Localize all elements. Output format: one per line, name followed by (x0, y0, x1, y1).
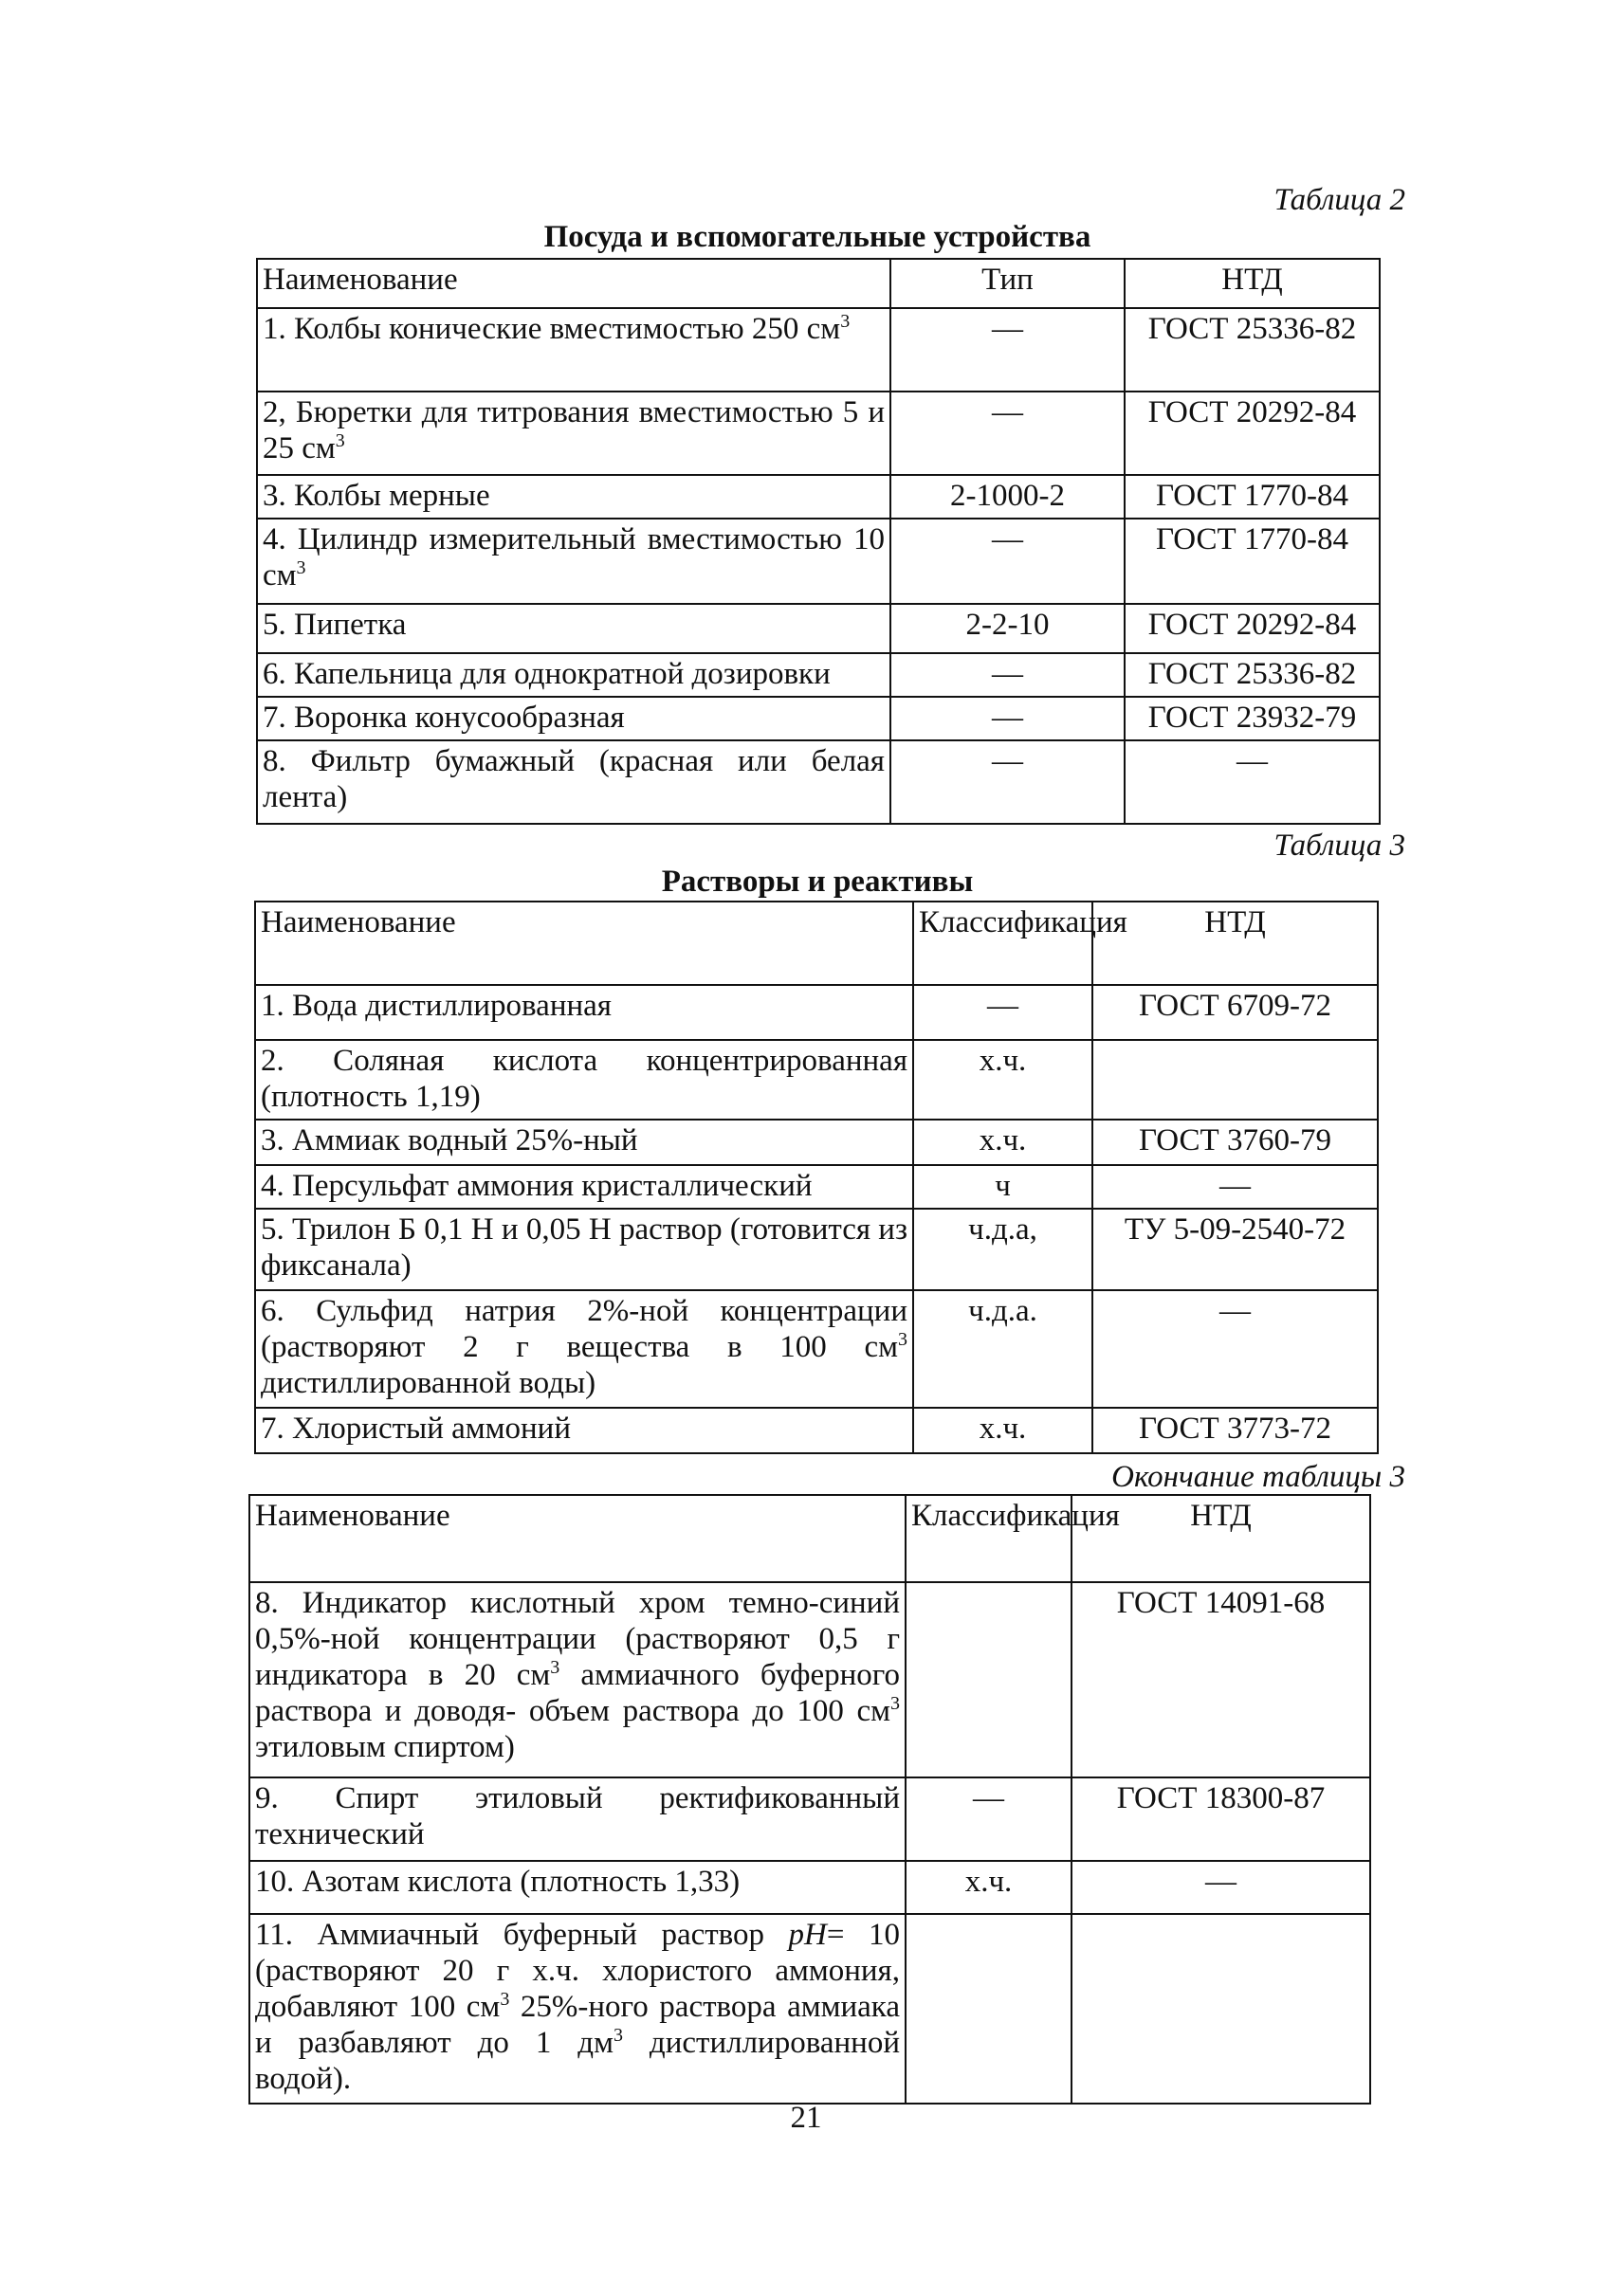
row-ntd: ГОСТ 20292-84 (1125, 392, 1380, 475)
row-ntd: — (1092, 1165, 1378, 1209)
row-ntd: ГОСТ 1770-84 (1125, 475, 1380, 519)
table2 (256, 258, 1381, 825)
row-type: 2-1000-2 (890, 475, 1125, 519)
row-ntd: ГОСТ 1770-84 (1125, 519, 1380, 604)
table-row (249, 1914, 1370, 2104)
row-ntd: ТУ 5-09-2540-72 (1092, 1209, 1378, 1290)
row-name: 4. Персульфат аммония кристаллический (255, 1165, 913, 1209)
table-row (255, 1040, 1378, 1120)
row-name: 3. Колбы мерные (257, 475, 890, 519)
table-row (255, 1120, 1378, 1165)
page-number: 21 (790, 2101, 822, 2135)
row-name: 1. Вода дистиллированная (255, 985, 913, 1040)
table3 (254, 901, 1379, 1454)
table2-caption: Таблица 2 (1273, 183, 1405, 217)
table3-title: Растворы и реактивы (661, 865, 974, 899)
table-header-row (249, 1495, 1370, 1582)
table3-end-caption: Окончание таблицы 3 (1111, 1460, 1405, 1494)
row-type: 2-2-10 (890, 604, 1125, 653)
table-row (257, 740, 1380, 824)
header-class: Классификация (913, 902, 1092, 985)
row-class: х.ч. (913, 1408, 1092, 1453)
row-ntd: — (1092, 1290, 1378, 1408)
row-ntd: ГОСТ 25336-82 (1125, 653, 1380, 697)
row-type: — (890, 653, 1125, 697)
row-ntd: ГОСТ 3773-72 (1092, 1408, 1378, 1453)
row-class: ч (913, 1165, 1092, 1209)
header-class: Классификация (906, 1495, 1072, 1582)
row-ntd (1072, 1914, 1370, 2104)
row-class: х.ч. (906, 1861, 1072, 1914)
table-row (255, 1165, 1378, 1209)
row-class: х.ч. (913, 1040, 1092, 1120)
row-name: 6. Капельница для однократной дозировки (257, 653, 890, 697)
row-ntd (1092, 1040, 1378, 1120)
table-row (257, 475, 1380, 519)
table-row (257, 697, 1380, 740)
table-row (257, 604, 1380, 653)
table-header-row (257, 259, 1380, 308)
row-type: — (890, 519, 1125, 604)
table-header-row (255, 902, 1378, 985)
row-name: 2. Соляная кислота концентрированная (плотность 1,19) (255, 1040, 913, 1120)
row-name: 4. Цилиндр измерительный вместимостью 10 $см^3$ (257, 519, 890, 604)
row-name: 9. Спирт этиловый ректификованный технический (249, 1777, 906, 1861)
row-ntd: — (1072, 1861, 1370, 1914)
header-name: Наименование (257, 259, 890, 308)
row-name: 1. Колбы конические вместимостью 250 $см^3$ (257, 308, 890, 392)
table2-title: Посуда и вспомогательные устройства (543, 220, 1091, 254)
row-ntd: ГОСТ 18300-87 (1072, 1777, 1370, 1861)
table3-caption: Таблица 3 (1273, 829, 1405, 863)
header-ntd: НТД (1092, 902, 1378, 985)
row-name: 10. Азотам кислота (плотность 1,33) (249, 1861, 906, 1914)
table-row (249, 1777, 1370, 1861)
table-row (255, 985, 1378, 1040)
table-row (249, 1582, 1370, 1777)
row-class: ч.д.а. (913, 1290, 1092, 1408)
table-row (255, 1290, 1378, 1408)
table-row (249, 1861, 1370, 1914)
table-row (255, 1209, 1378, 1290)
row-name: 8. Индикатор кислотный хром темно-синий 0,5%-ной концентрации (растворяют 0,5 г индикатора в 20 $см^3$ аммиачного буферного раствора и доводя- объем раствора до 100 $см^3$ этиловым спиртом) (249, 1582, 906, 1777)
table-row (255, 1408, 1378, 1453)
row-name: 6. Сульфид натрия 2%-ной концентрации (растворяют 2 г вещества в 100 $см^3$ дистиллированной воды) (255, 1290, 913, 1408)
row-ntd: ГОСТ 3760-79 (1092, 1120, 1378, 1165)
row-class: — (906, 1777, 1072, 1861)
row-type: — (890, 392, 1125, 475)
row-class: ч.д.а, (913, 1209, 1092, 1290)
row-ntd: ГОСТ 14091-68 (1072, 1582, 1370, 1777)
row-ntd: ГОСТ 6709-72 (1092, 985, 1378, 1040)
header-type: Тип (890, 259, 1125, 308)
row-name: 5. Пипетка (257, 604, 890, 653)
row-type: — (890, 740, 1125, 824)
row-type: — (890, 697, 1125, 740)
row-name: 2, Бюретки для титрования вместимостью 5 и 25 $см^3$ (257, 392, 890, 475)
table-row (257, 519, 1380, 604)
table-row (257, 392, 1380, 475)
row-name: 7. Хлористый аммоний (255, 1408, 913, 1453)
row-class (906, 1914, 1072, 2104)
row-name: 11. Аммиачный буферный раствор pH= 10 (растворяют 20 г х.ч. хлористого аммония, добавляют 100 $см^3$ 25%-ного раствора аммиака и разбавляют до 1 $дм^3$ дистиллированной водой). (249, 1914, 906, 2104)
row-name: 7. Воронка конусообразная (257, 697, 890, 740)
row-ntd: ГОСТ 23932-79 (1125, 697, 1380, 740)
row-ntd: — (1125, 740, 1380, 824)
table3-end (248, 1494, 1371, 2105)
header-name: Наименование (255, 902, 913, 985)
row-name: 8. Фильтр бумажный (красная или белая лента) (257, 740, 890, 824)
row-ntd: ГОСТ 25336-82 (1125, 308, 1380, 392)
header-ntd: НТД (1072, 1495, 1370, 1582)
row-type: — (890, 308, 1125, 392)
header-name: Наименование (249, 1495, 906, 1582)
row-class: — (913, 985, 1092, 1040)
header-ntd: НТД (1125, 259, 1380, 308)
table-row (257, 308, 1380, 392)
row-class (906, 1582, 1072, 1777)
row-ntd: ГОСТ 20292-84 (1125, 604, 1380, 653)
row-name: 5. Трилон Б 0,1 Н и 0,05 Н раствор (готовится из фиксанала) (255, 1209, 913, 1290)
row-name: 3. Аммиак водный 25%-ный (255, 1120, 913, 1165)
table-row (257, 653, 1380, 697)
row-class: х.ч. (913, 1120, 1092, 1165)
